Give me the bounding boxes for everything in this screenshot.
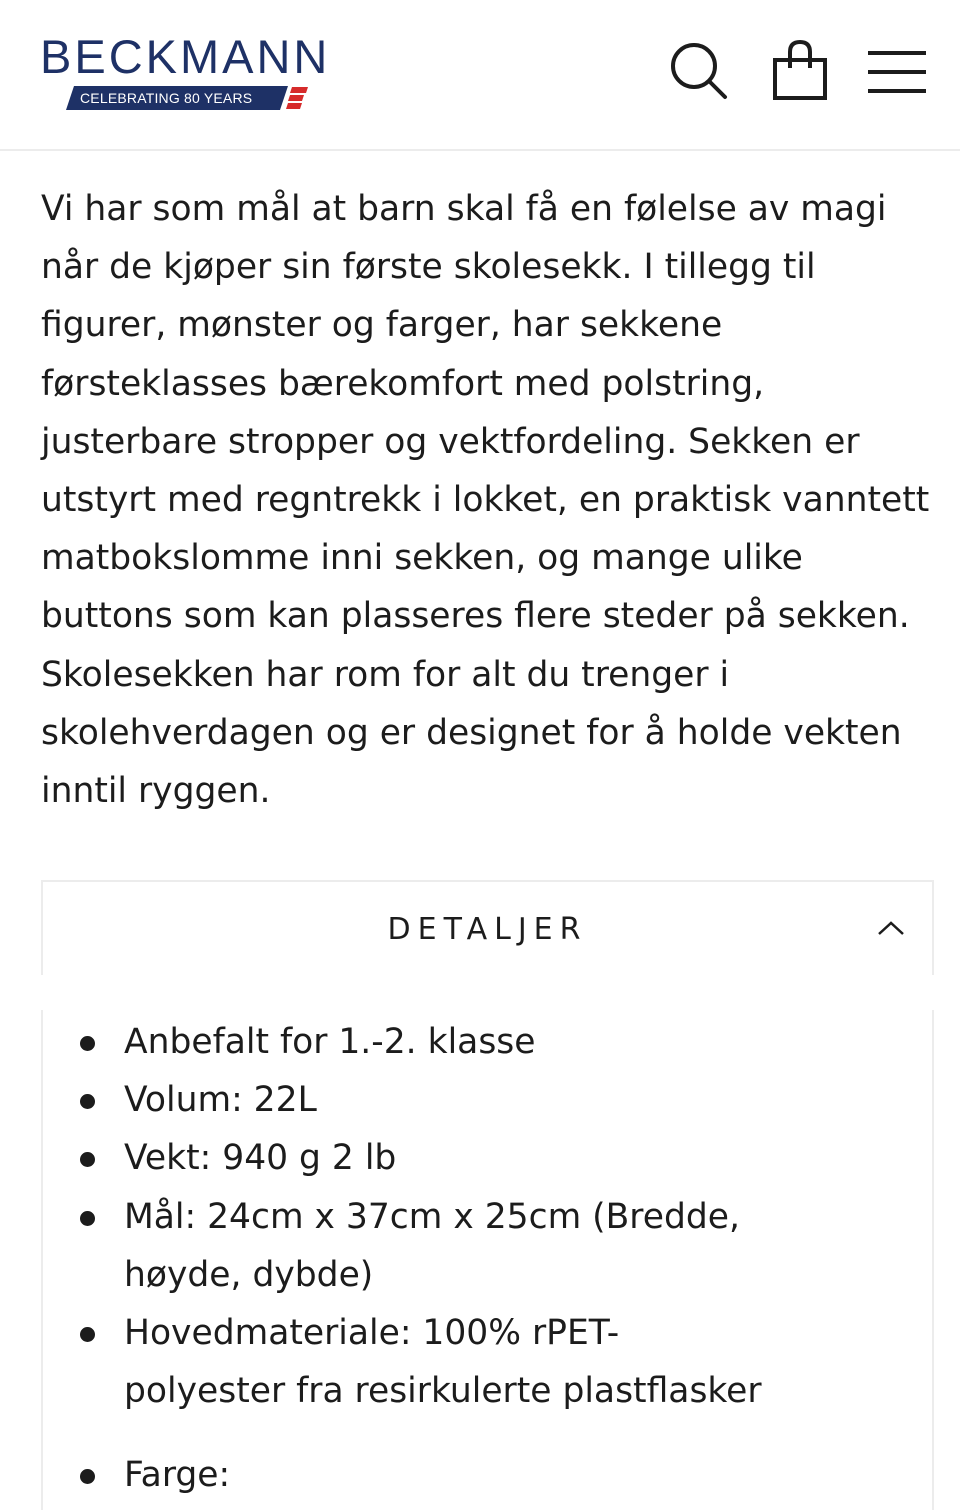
details-accordion-header[interactable]	[41, 880, 934, 975]
site-header	[0, 0, 960, 151]
details-accordion-title: DETALJER	[387, 912, 588, 947]
list-item: Hovedmateriale: 100% rPET-polyester fra resirkulerte plastflasker	[80, 1304, 780, 1420]
list-item: Volum: 22L	[80, 1071, 780, 1129]
details-list	[80, 1013, 780, 1505]
shopping-bag-icon[interactable]	[770, 36, 830, 102]
list-item: Farge:	[80, 1446, 780, 1504]
menu-icon[interactable]	[866, 48, 928, 96]
product-description: Vi har som mål at barn skal få en følelse av magi når de kjøper sin første skolesekk. I tillegg til figurer, mønster og farger, har sekkene førsteklasses bærekomfort med polstring, justerbare stropper og vektfordeling. Sekken er utstyrt med regntrekk i lokket, en praktisk vanntett matbokslomme inni sekken, og mange ulike buttons som kan plasseres flere steder på sekken. Skolesekken har rom for alt du trenger i skolehverdagen og er designet for å holde vekten inntil ryggen.	[41, 189, 930, 812]
brand-tagline: CELEBRATING 80 YEARS	[80, 90, 253, 106]
list-item: Anbefalt for 1.-2. klasse	[80, 1013, 780, 1071]
chevron-up-icon[interactable]	[877, 920, 905, 936]
brand-name: BECKMANN	[40, 30, 331, 83]
search-icon[interactable]	[668, 38, 730, 100]
list-item: Vekt: 940 g 2 lb	[80, 1129, 780, 1187]
list-item: Mål: 24cm x 37cm x 25cm (Bredde, høyde, dybde)	[80, 1188, 780, 1304]
